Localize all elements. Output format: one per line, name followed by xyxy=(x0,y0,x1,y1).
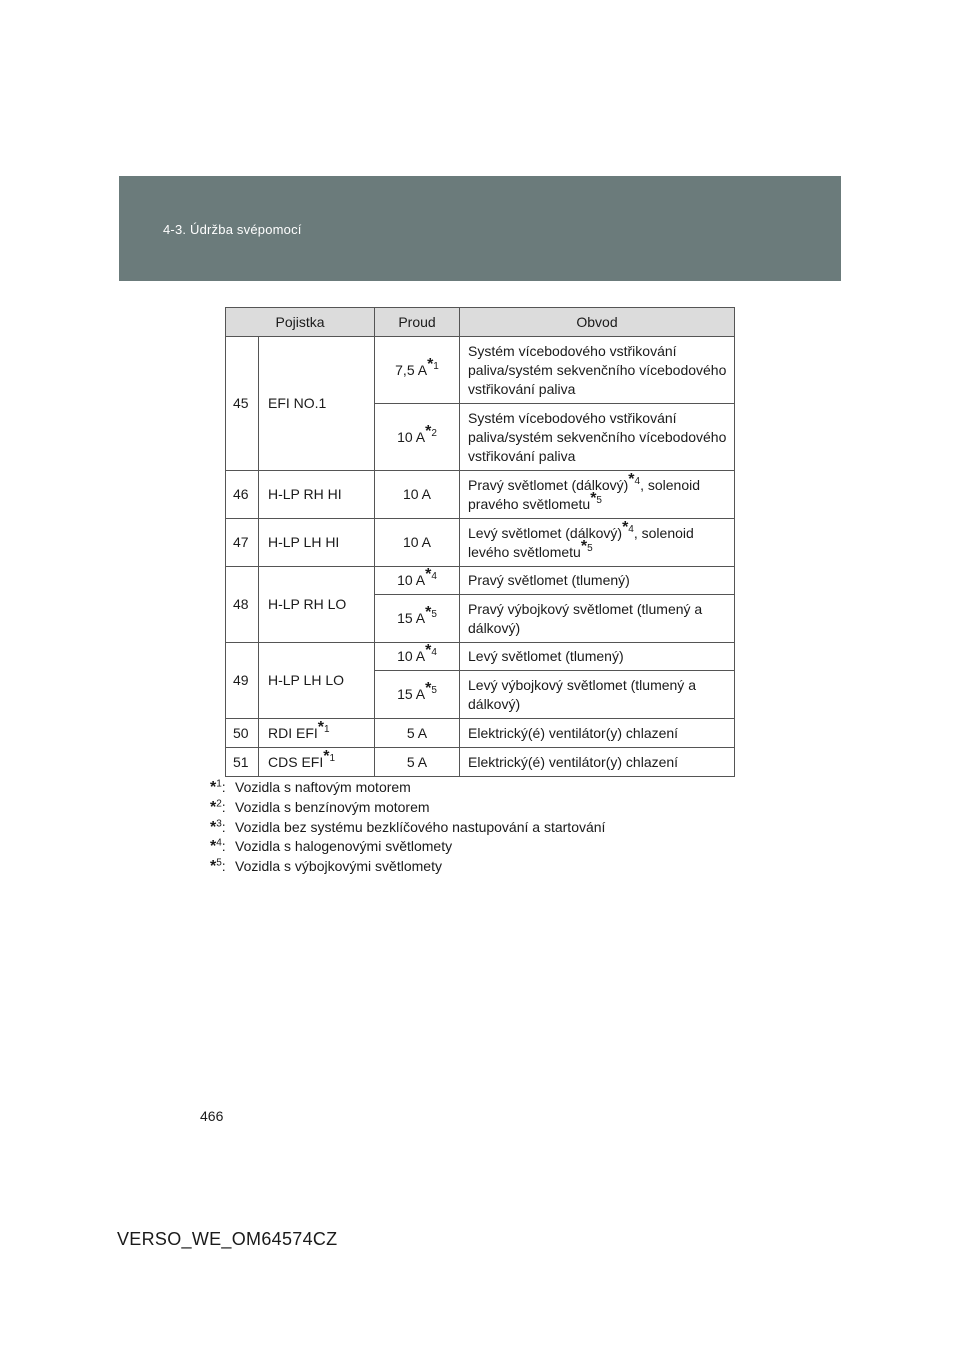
fuse-name xyxy=(259,719,375,748)
footnote-ref: 5 xyxy=(431,609,437,621)
fuse-current: 10 A xyxy=(375,519,460,567)
fuse-circuit: Levý světlomet (tlumený) xyxy=(460,643,735,671)
document-code: VERSO_WE_OM64574CZ xyxy=(117,1229,338,1249)
circuit-text: Pravý světlomet (dálkový) xyxy=(468,476,629,493)
footnote xyxy=(210,837,605,857)
footnote xyxy=(210,818,605,838)
column-header-current: Proud xyxy=(375,308,460,337)
footnote-text: Vozidla s výbojkovými světlomety xyxy=(235,858,442,875)
footnote-text: Vozidla s halogenovými světlomety xyxy=(235,838,453,855)
footnotes xyxy=(210,778,605,877)
footnote-key: 4 xyxy=(216,837,222,849)
footnote-marker: * xyxy=(323,747,330,765)
table-row xyxy=(226,471,735,519)
footnote-ref: 4 xyxy=(628,523,634,535)
fuse-number: 48 xyxy=(226,567,259,643)
current-value: 10 A xyxy=(397,572,426,588)
circuit-text: , solenoid pravého světlometu xyxy=(468,476,701,512)
fuse-current xyxy=(375,643,460,671)
table-row xyxy=(226,337,735,404)
footnote-ref: 5 xyxy=(596,494,602,506)
footnote-text: Vozidla s benzínovým motorem xyxy=(235,798,430,815)
fuse-current: 10 A xyxy=(375,471,460,519)
footnote-marker: * xyxy=(210,798,217,816)
current-value: 15 A xyxy=(397,686,426,702)
circuit-text: , solenoid levého světlometu xyxy=(468,524,694,560)
footnote-ref: 1 xyxy=(324,723,330,735)
footnote-marker: * xyxy=(425,642,432,660)
table-row xyxy=(226,519,735,567)
fuse-current xyxy=(375,595,460,643)
footnote-key: 5 xyxy=(216,857,222,869)
fuse-number: 50 xyxy=(226,719,259,748)
fuse-table xyxy=(225,307,735,777)
fuse-number: 46 xyxy=(226,471,259,519)
fuse-circuit xyxy=(460,519,735,567)
table-row xyxy=(226,567,735,595)
current-value: 7,5 A xyxy=(395,361,428,378)
footnote-marker: * xyxy=(590,489,597,507)
footnote-marker: * xyxy=(210,818,217,836)
footnote-marker: * xyxy=(425,680,432,698)
footnote-marker: * xyxy=(317,718,325,736)
footnote-marker: * xyxy=(425,604,432,622)
fuse-name xyxy=(259,748,375,777)
current-value: 10 A xyxy=(397,648,426,664)
fuse-number: 51 xyxy=(226,748,259,777)
fuse-current: 5 A xyxy=(375,719,460,748)
column-header-circuit: Obvod xyxy=(460,308,735,337)
footnote-marker: * xyxy=(628,470,635,488)
circuit-text: Levý světlomet (dálkový) xyxy=(468,524,623,541)
footnote-ref: 1 xyxy=(329,752,336,764)
current-value: 10 A xyxy=(397,428,426,445)
section-header-band xyxy=(119,176,841,281)
fuse-number: 45 xyxy=(226,337,259,471)
fuse-circuit xyxy=(460,471,735,519)
footnote-marker: * xyxy=(427,355,434,373)
footnote-marker: * xyxy=(580,537,588,555)
table-header-row xyxy=(226,308,735,337)
fuse-current: 5 A xyxy=(375,748,460,777)
fuse-name: H-LP RH HI xyxy=(259,471,375,519)
fuse-circuit: Systém vícebodového vstřikování paliva/systém sekvenčního vícebodového vstřikování paliva xyxy=(460,337,735,404)
table-row xyxy=(226,748,735,777)
footnote-marker: * xyxy=(425,566,432,584)
footnote-ref: 1 xyxy=(433,360,439,372)
footnote-key: 2 xyxy=(216,798,222,810)
footnote-text: Vozidla bez systému bezklíčového nastupování a startování xyxy=(235,818,606,835)
current-value: 15 A xyxy=(397,610,426,626)
fuse-circuit: Elektrický(é) ventilátor(y) chlazení xyxy=(460,719,735,748)
fuse-current xyxy=(375,671,460,719)
footnote-separator: : xyxy=(221,818,226,835)
footnote-marker: * xyxy=(622,518,629,536)
section-title: 4-3. Údržba svépomocí xyxy=(163,222,302,237)
fuse-number: 49 xyxy=(226,643,259,719)
footnote-marker: * xyxy=(210,779,217,796)
fuse-circuit: Pravý světlomet (tlumený) xyxy=(460,567,735,595)
footnote xyxy=(210,857,605,877)
footnote-separator: : xyxy=(221,838,226,855)
fuse-name: H-LP LH HI xyxy=(259,519,375,567)
footnote-text: Vozidla s naftovým motorem xyxy=(235,779,411,795)
table-row xyxy=(226,719,735,748)
footnote-separator: : xyxy=(221,798,226,815)
footnote-ref: 5 xyxy=(431,685,437,697)
footnote-separator: : xyxy=(221,858,226,875)
fuse-current xyxy=(375,567,460,595)
fuse-circuit: Systém vícebodového vstřikování paliva/systém sekvenčního vícebodového vstřikování paliva xyxy=(460,404,735,471)
footnote-marker: * xyxy=(210,858,217,876)
fuse-circuit: Pravý výbojkový světlomet (tlumený a dálkový) xyxy=(460,595,735,643)
footnote-marker: * xyxy=(210,838,217,856)
footnote xyxy=(210,798,605,818)
page-number: 466 xyxy=(200,1108,224,1124)
footnote-key: 3 xyxy=(216,817,222,829)
footnote-separator: : xyxy=(221,779,226,795)
footnote-ref: 2 xyxy=(431,427,437,439)
fuse-name: H-LP RH LO xyxy=(259,567,375,643)
fuse-current xyxy=(375,404,460,471)
footnote-marker: * xyxy=(425,422,432,440)
fuse-name: H-LP LH LO xyxy=(259,643,375,719)
fuse-current xyxy=(375,337,460,404)
footnote xyxy=(210,778,605,798)
footnote-ref: 4 xyxy=(431,571,437,583)
footnote-ref: 4 xyxy=(431,647,437,659)
fuse-name: EFI NO.1 xyxy=(259,337,375,471)
fuse-circuit: Elektrický(é) ventilátor(y) chlazení xyxy=(460,748,735,777)
footnote-key: 1 xyxy=(216,778,222,790)
table-row xyxy=(226,643,735,671)
column-header-fuse: Pojistka xyxy=(226,308,375,337)
fuse-circuit: Levý výbojkový světlomet (tlumený a dálkový) xyxy=(460,671,735,719)
fuse-number: 47 xyxy=(226,519,259,567)
fuse-name-text: RDI EFI xyxy=(268,724,318,741)
fuse-name-text: CDS EFI xyxy=(268,753,324,770)
footnote-ref: 5 xyxy=(587,542,593,554)
footnote-ref: 4 xyxy=(634,475,641,487)
